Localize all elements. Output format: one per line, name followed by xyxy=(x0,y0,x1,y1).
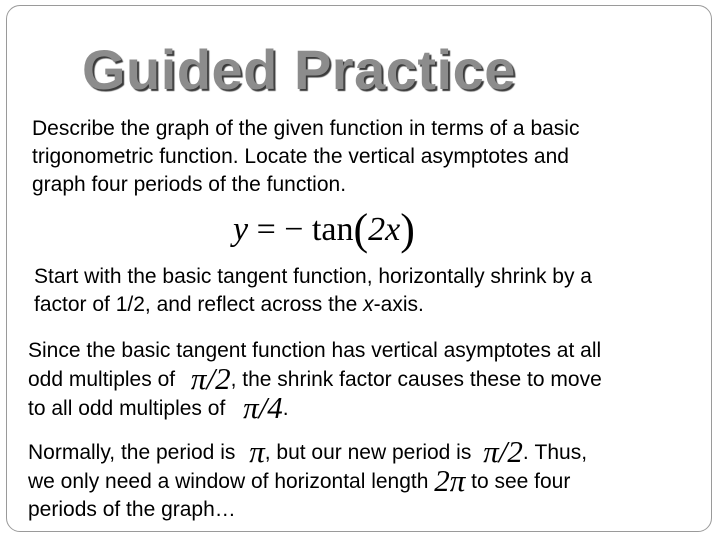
intro-line-2: trigonometric function. Locate the vertical asymptotes and xyxy=(32,145,569,168)
step3-line-1b: , but our new period is xyxy=(264,441,478,464)
equation-right-paren: ) xyxy=(400,205,415,254)
step-shrink-reflect xyxy=(34,263,592,319)
step2-line-2b: , the shrink factor causes these to move xyxy=(230,368,602,391)
expr-pi-over-2: π/2 xyxy=(190,361,231,396)
equation-left-paren: ( xyxy=(353,205,369,254)
equation-lhs: y xyxy=(233,211,249,248)
slide-title: Guided Practice xyxy=(82,38,516,101)
equation-equals-minus: = − xyxy=(248,211,312,248)
step1-line-2a: factor of 1/2, and reflect across the xyxy=(34,293,364,316)
equation-argument: 2x xyxy=(368,211,401,248)
step3-line-3: periods of the graph… xyxy=(28,498,236,521)
step2-line-3a: to all odd multiples of xyxy=(28,397,232,420)
step1-line-2b: -axis. xyxy=(373,293,424,316)
step1-x-variable: x xyxy=(363,293,374,316)
expr-pi-over-4: π/4 xyxy=(243,390,283,425)
intro-line-3: graph four periods of the function. xyxy=(32,173,347,196)
step3-line-2b: to see four xyxy=(465,470,571,493)
step3-line-1c: . Thus, xyxy=(522,441,588,464)
step2-line-2a: odd multiples of xyxy=(28,368,181,391)
step3-line-1a: Normally, the period is xyxy=(28,441,242,464)
step2-line-3b: . xyxy=(282,397,289,420)
equation-function: tan xyxy=(311,211,354,248)
step-period xyxy=(28,434,588,524)
expr-pi-over-2-period: π/2 xyxy=(483,434,523,469)
step2-line-1: Since the basic tangent function has vertical asymptotes at all xyxy=(28,339,602,362)
step3-line-2a: we only need a window of horizontal length xyxy=(28,470,435,493)
intro-line-1: Describe the graph of the given function in terms of a basic xyxy=(32,117,580,140)
step-asymptotes xyxy=(28,337,602,423)
intro-paragraph xyxy=(32,115,579,199)
expr-pi: π xyxy=(249,434,265,469)
step1-line-1: Start with the basic tangent function, horizontally shrink by a xyxy=(34,265,592,288)
function-equation xyxy=(233,205,415,254)
expr-2pi: 2π xyxy=(434,463,466,498)
